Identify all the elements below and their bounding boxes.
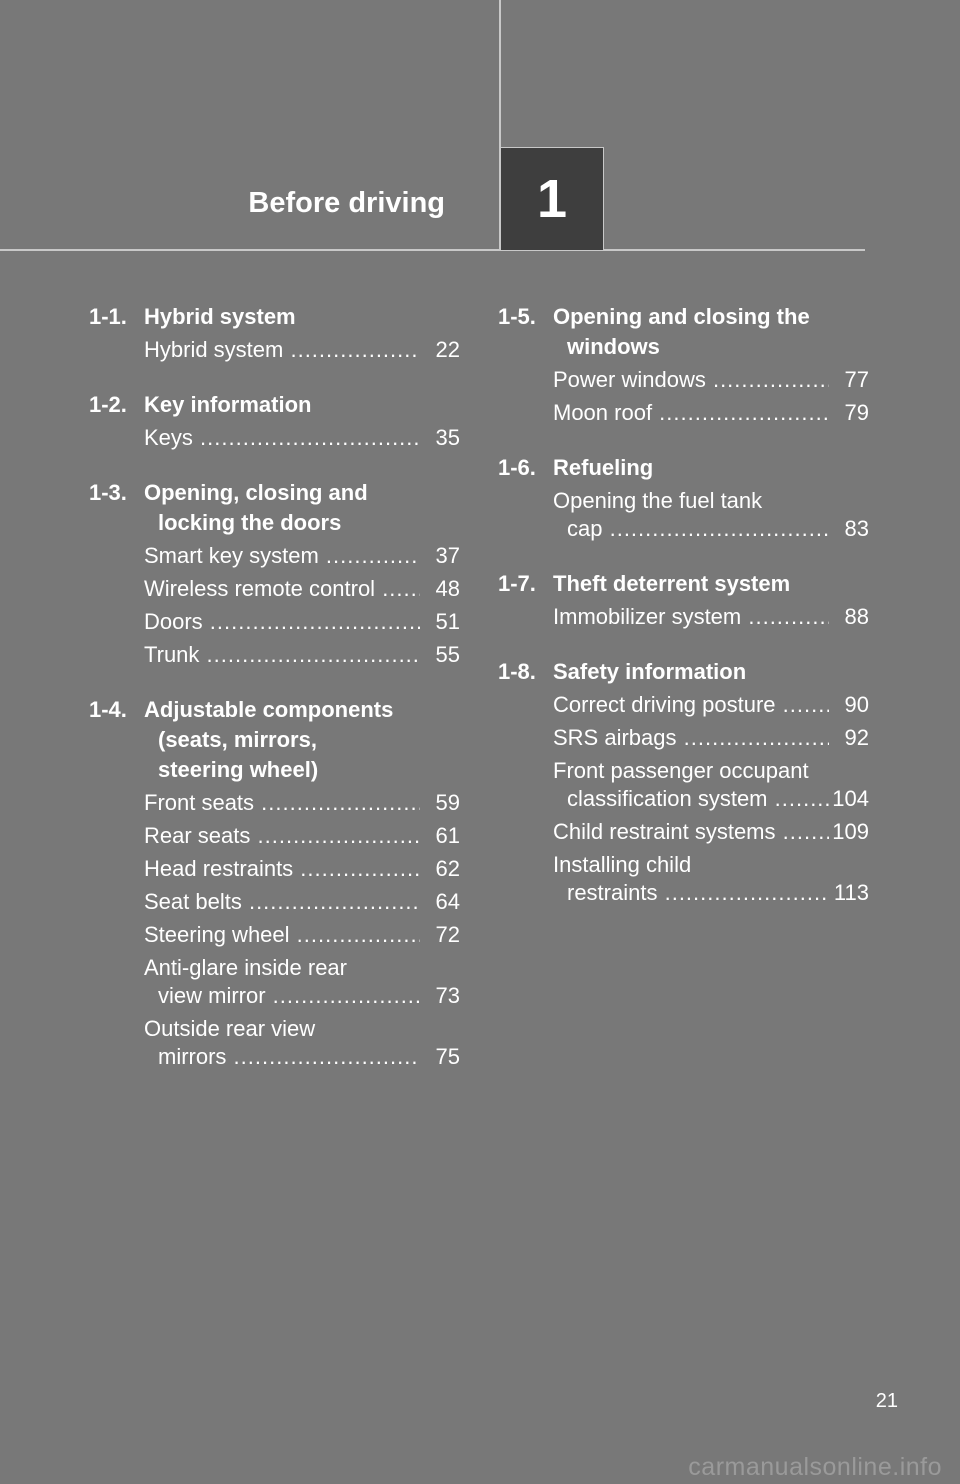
dot-leader bbox=[657, 880, 829, 905]
entry-title bbox=[144, 921, 420, 949]
toc-entry[interactable] bbox=[144, 921, 460, 949]
entry-title bbox=[553, 366, 829, 394]
entry-title bbox=[553, 399, 829, 427]
section-entries bbox=[553, 691, 869, 907]
toc-column-right bbox=[498, 302, 869, 933]
entry-title-line: Power windows bbox=[553, 367, 706, 392]
entry-page-number: 77 bbox=[844, 367, 869, 392]
entry-title-line: Front seats bbox=[144, 790, 255, 815]
toc-section bbox=[498, 302, 869, 427]
section-heading[interactable] bbox=[89, 390, 460, 420]
dot-leader bbox=[602, 516, 829, 541]
entry-title-line: Steering wheel bbox=[144, 922, 290, 947]
dot-leader bbox=[254, 790, 420, 815]
section-heading[interactable] bbox=[498, 453, 869, 483]
entry-page-number: 73 bbox=[435, 983, 460, 1008]
dot-leader bbox=[741, 604, 829, 629]
section-title-line: locking the doors bbox=[158, 510, 342, 535]
toc-section bbox=[89, 695, 460, 1071]
entry-title bbox=[553, 851, 829, 907]
entry-page-number: 92 bbox=[844, 725, 869, 750]
toc-entry[interactable] bbox=[144, 575, 460, 603]
entry-title-line: Head restraints bbox=[144, 856, 294, 881]
toc-column-left bbox=[89, 302, 460, 1097]
entry-title-line: Installing child bbox=[553, 852, 692, 877]
section-number: 1-3. bbox=[89, 480, 127, 505]
dot-leader bbox=[199, 642, 420, 667]
header-horizontal-rule bbox=[0, 249, 865, 251]
entry-title-line: Outside rear view bbox=[144, 1016, 316, 1041]
entry-page-number: 109 bbox=[832, 819, 869, 844]
section-entries bbox=[553, 603, 869, 631]
toc-section bbox=[89, 390, 460, 452]
section-entries bbox=[144, 789, 460, 1071]
section-title bbox=[553, 569, 869, 599]
section-number: 1-4. bbox=[89, 697, 127, 722]
entry-page-number: 79 bbox=[844, 400, 869, 425]
section-title-line: Adjustable components bbox=[144, 697, 394, 722]
section-number: 1-1. bbox=[89, 304, 127, 329]
entry-title bbox=[144, 1015, 420, 1071]
section-title-line: steering wheel) bbox=[158, 757, 319, 782]
toc-entry[interactable] bbox=[144, 888, 460, 916]
entry-title bbox=[553, 757, 829, 813]
toc-entry[interactable] bbox=[144, 336, 460, 364]
section-number: 1-6. bbox=[498, 455, 536, 480]
dot-leader bbox=[203, 609, 420, 634]
entry-title-line: SRS airbags bbox=[553, 725, 677, 750]
section-title-line: (seats, mirrors, bbox=[158, 727, 317, 752]
section-heading[interactable] bbox=[89, 695, 460, 785]
section-entries bbox=[144, 542, 460, 669]
section-title-line: Theft deterrent system bbox=[553, 571, 791, 596]
toc-entry[interactable] bbox=[553, 603, 869, 631]
section-title-line: Refueling bbox=[553, 455, 654, 480]
toc-section bbox=[498, 657, 869, 907]
toc-entry[interactable] bbox=[553, 399, 869, 427]
section-number: 1-8. bbox=[498, 659, 536, 684]
entry-title-line: Trunk bbox=[144, 642, 200, 667]
entry-title-line: Rear seats bbox=[144, 823, 251, 848]
toc-entry[interactable] bbox=[553, 487, 869, 543]
entry-page-number: 62 bbox=[435, 856, 460, 881]
dot-leader bbox=[706, 367, 829, 392]
dot-leader bbox=[266, 983, 420, 1008]
entry-title-line: Correct driving posture bbox=[553, 692, 776, 717]
toc-section bbox=[498, 453, 869, 543]
toc-entry[interactable] bbox=[144, 608, 460, 636]
dot-leader bbox=[283, 337, 420, 362]
section-title bbox=[144, 390, 460, 420]
entry-page-number: 55 bbox=[435, 642, 460, 667]
entry-page-number: 35 bbox=[435, 425, 460, 450]
dot-leader bbox=[290, 922, 420, 947]
section-heading[interactable] bbox=[498, 302, 869, 362]
section-entries bbox=[144, 424, 460, 452]
section-entries bbox=[553, 366, 869, 427]
section-title bbox=[144, 302, 460, 332]
chapter-title: Before driving bbox=[248, 187, 445, 219]
dot-leader bbox=[250, 823, 420, 848]
entry-page-number: 22 bbox=[435, 337, 460, 362]
entry-title bbox=[144, 575, 420, 603]
entry-title-line: restraints bbox=[567, 880, 658, 905]
entry-title-line: Seat belts bbox=[144, 889, 242, 914]
toc-entry[interactable] bbox=[144, 1015, 460, 1071]
watermark: carmanualsonline.info bbox=[688, 1453, 942, 1481]
entry-page-number: 37 bbox=[435, 543, 460, 568]
section-title-line: Opening and closing the bbox=[553, 304, 810, 329]
toc-entry[interactable] bbox=[553, 691, 869, 719]
dot-leader bbox=[293, 856, 420, 881]
section-heading[interactable] bbox=[89, 302, 460, 332]
chapter-number-box bbox=[500, 147, 604, 250]
section-heading[interactable] bbox=[498, 569, 869, 599]
entry-title-line: Keys bbox=[144, 425, 193, 450]
section-title bbox=[553, 453, 869, 483]
dot-leader bbox=[652, 400, 829, 425]
entry-title-line: Front passenger occupant bbox=[553, 758, 809, 783]
section-heading[interactable] bbox=[498, 657, 869, 687]
section-heading[interactable] bbox=[89, 478, 460, 538]
entry-title bbox=[144, 608, 420, 636]
dot-leader bbox=[242, 889, 420, 914]
toc-entry[interactable] bbox=[553, 724, 869, 752]
entry-page-number: 64 bbox=[435, 889, 460, 914]
dot-leader bbox=[776, 819, 829, 844]
toc-entry[interactable] bbox=[553, 818, 869, 846]
entry-page-number: 113 bbox=[833, 880, 869, 905]
dot-leader bbox=[375, 576, 420, 601]
entry-title-line: cap bbox=[567, 516, 603, 541]
entry-title bbox=[553, 724, 829, 752]
entry-title-line: Opening the fuel tank bbox=[553, 488, 763, 513]
entry-page-number: 59 bbox=[435, 790, 460, 815]
section-title-line: Key information bbox=[144, 392, 312, 417]
entry-title bbox=[144, 888, 420, 916]
entry-page-number: 83 bbox=[844, 516, 869, 541]
entry-title-line: Anti-glare inside rear bbox=[144, 955, 347, 980]
entry-title-line: Immobilizer system bbox=[553, 604, 742, 629]
section-entries bbox=[553, 487, 869, 543]
section-number: 1-7. bbox=[498, 571, 536, 596]
entry-page-number: 51 bbox=[435, 609, 460, 634]
section-title bbox=[144, 478, 460, 538]
entry-title bbox=[144, 424, 420, 452]
entry-title bbox=[553, 818, 829, 846]
dot-leader bbox=[193, 425, 420, 450]
toc-entry[interactable] bbox=[144, 641, 460, 669]
entry-title bbox=[144, 822, 420, 850]
entry-title-line: Hybrid system bbox=[144, 337, 284, 362]
section-title-line: Hybrid system bbox=[144, 304, 296, 329]
entry-page-number: 48 bbox=[435, 576, 460, 601]
toc-entry[interactable] bbox=[553, 366, 869, 394]
entry-title-line: Moon roof bbox=[553, 400, 653, 425]
section-title bbox=[553, 302, 869, 362]
entry-title bbox=[553, 487, 829, 543]
toc-entry[interactable] bbox=[553, 757, 869, 813]
entry-page-number: 72 bbox=[435, 922, 460, 947]
dot-leader bbox=[768, 786, 829, 811]
dot-leader bbox=[226, 1044, 420, 1069]
toc-section bbox=[498, 569, 869, 631]
toc-entry[interactable] bbox=[144, 822, 460, 850]
section-title-line: windows bbox=[567, 334, 660, 359]
entry-title-line: Child restraint systems bbox=[553, 819, 776, 844]
section-number: 1-5. bbox=[498, 304, 536, 329]
section-number: 1-2. bbox=[89, 392, 127, 417]
toc-entry[interactable] bbox=[144, 542, 460, 570]
entry-title bbox=[553, 691, 829, 719]
entry-title-line: Wireless remote control bbox=[144, 576, 376, 601]
entry-title bbox=[144, 542, 420, 570]
entry-title bbox=[144, 641, 420, 669]
entry-title bbox=[144, 336, 420, 364]
entry-title-line: Doors bbox=[144, 609, 203, 634]
dot-leader bbox=[319, 543, 420, 568]
entry-title-line: Smart key system bbox=[144, 543, 319, 568]
entry-title-line: view mirror bbox=[158, 983, 266, 1008]
dot-leader bbox=[677, 725, 829, 750]
section-title bbox=[144, 695, 460, 785]
section-title-line: Safety information bbox=[553, 659, 747, 684]
toc-entry[interactable] bbox=[144, 424, 460, 452]
chapter-number: 1 bbox=[536, 169, 568, 229]
entry-title bbox=[144, 789, 420, 817]
entry-title bbox=[553, 603, 829, 631]
toc-entry[interactable] bbox=[144, 954, 460, 1010]
toc-entry[interactable] bbox=[553, 851, 869, 907]
toc-section bbox=[89, 478, 460, 669]
toc-entry[interactable] bbox=[144, 855, 460, 883]
entry-page-number: 104 bbox=[832, 786, 869, 811]
entry-title-line: classification system bbox=[567, 786, 768, 811]
entry-title bbox=[144, 954, 420, 1010]
entry-page-number: 88 bbox=[844, 604, 869, 629]
entry-title-line: mirrors bbox=[158, 1044, 227, 1069]
toc-entry[interactable] bbox=[144, 789, 460, 817]
dot-leader bbox=[776, 692, 829, 717]
section-entries bbox=[144, 336, 460, 364]
entry-title bbox=[144, 855, 420, 883]
section-title bbox=[553, 657, 869, 687]
entry-page-number: 75 bbox=[435, 1044, 460, 1069]
page-number: 21 bbox=[875, 1390, 898, 1412]
toc-section bbox=[89, 302, 460, 364]
entry-page-number: 90 bbox=[844, 692, 869, 717]
section-title-line: Opening, closing and bbox=[144, 480, 368, 505]
entry-page-number: 61 bbox=[435, 823, 460, 848]
